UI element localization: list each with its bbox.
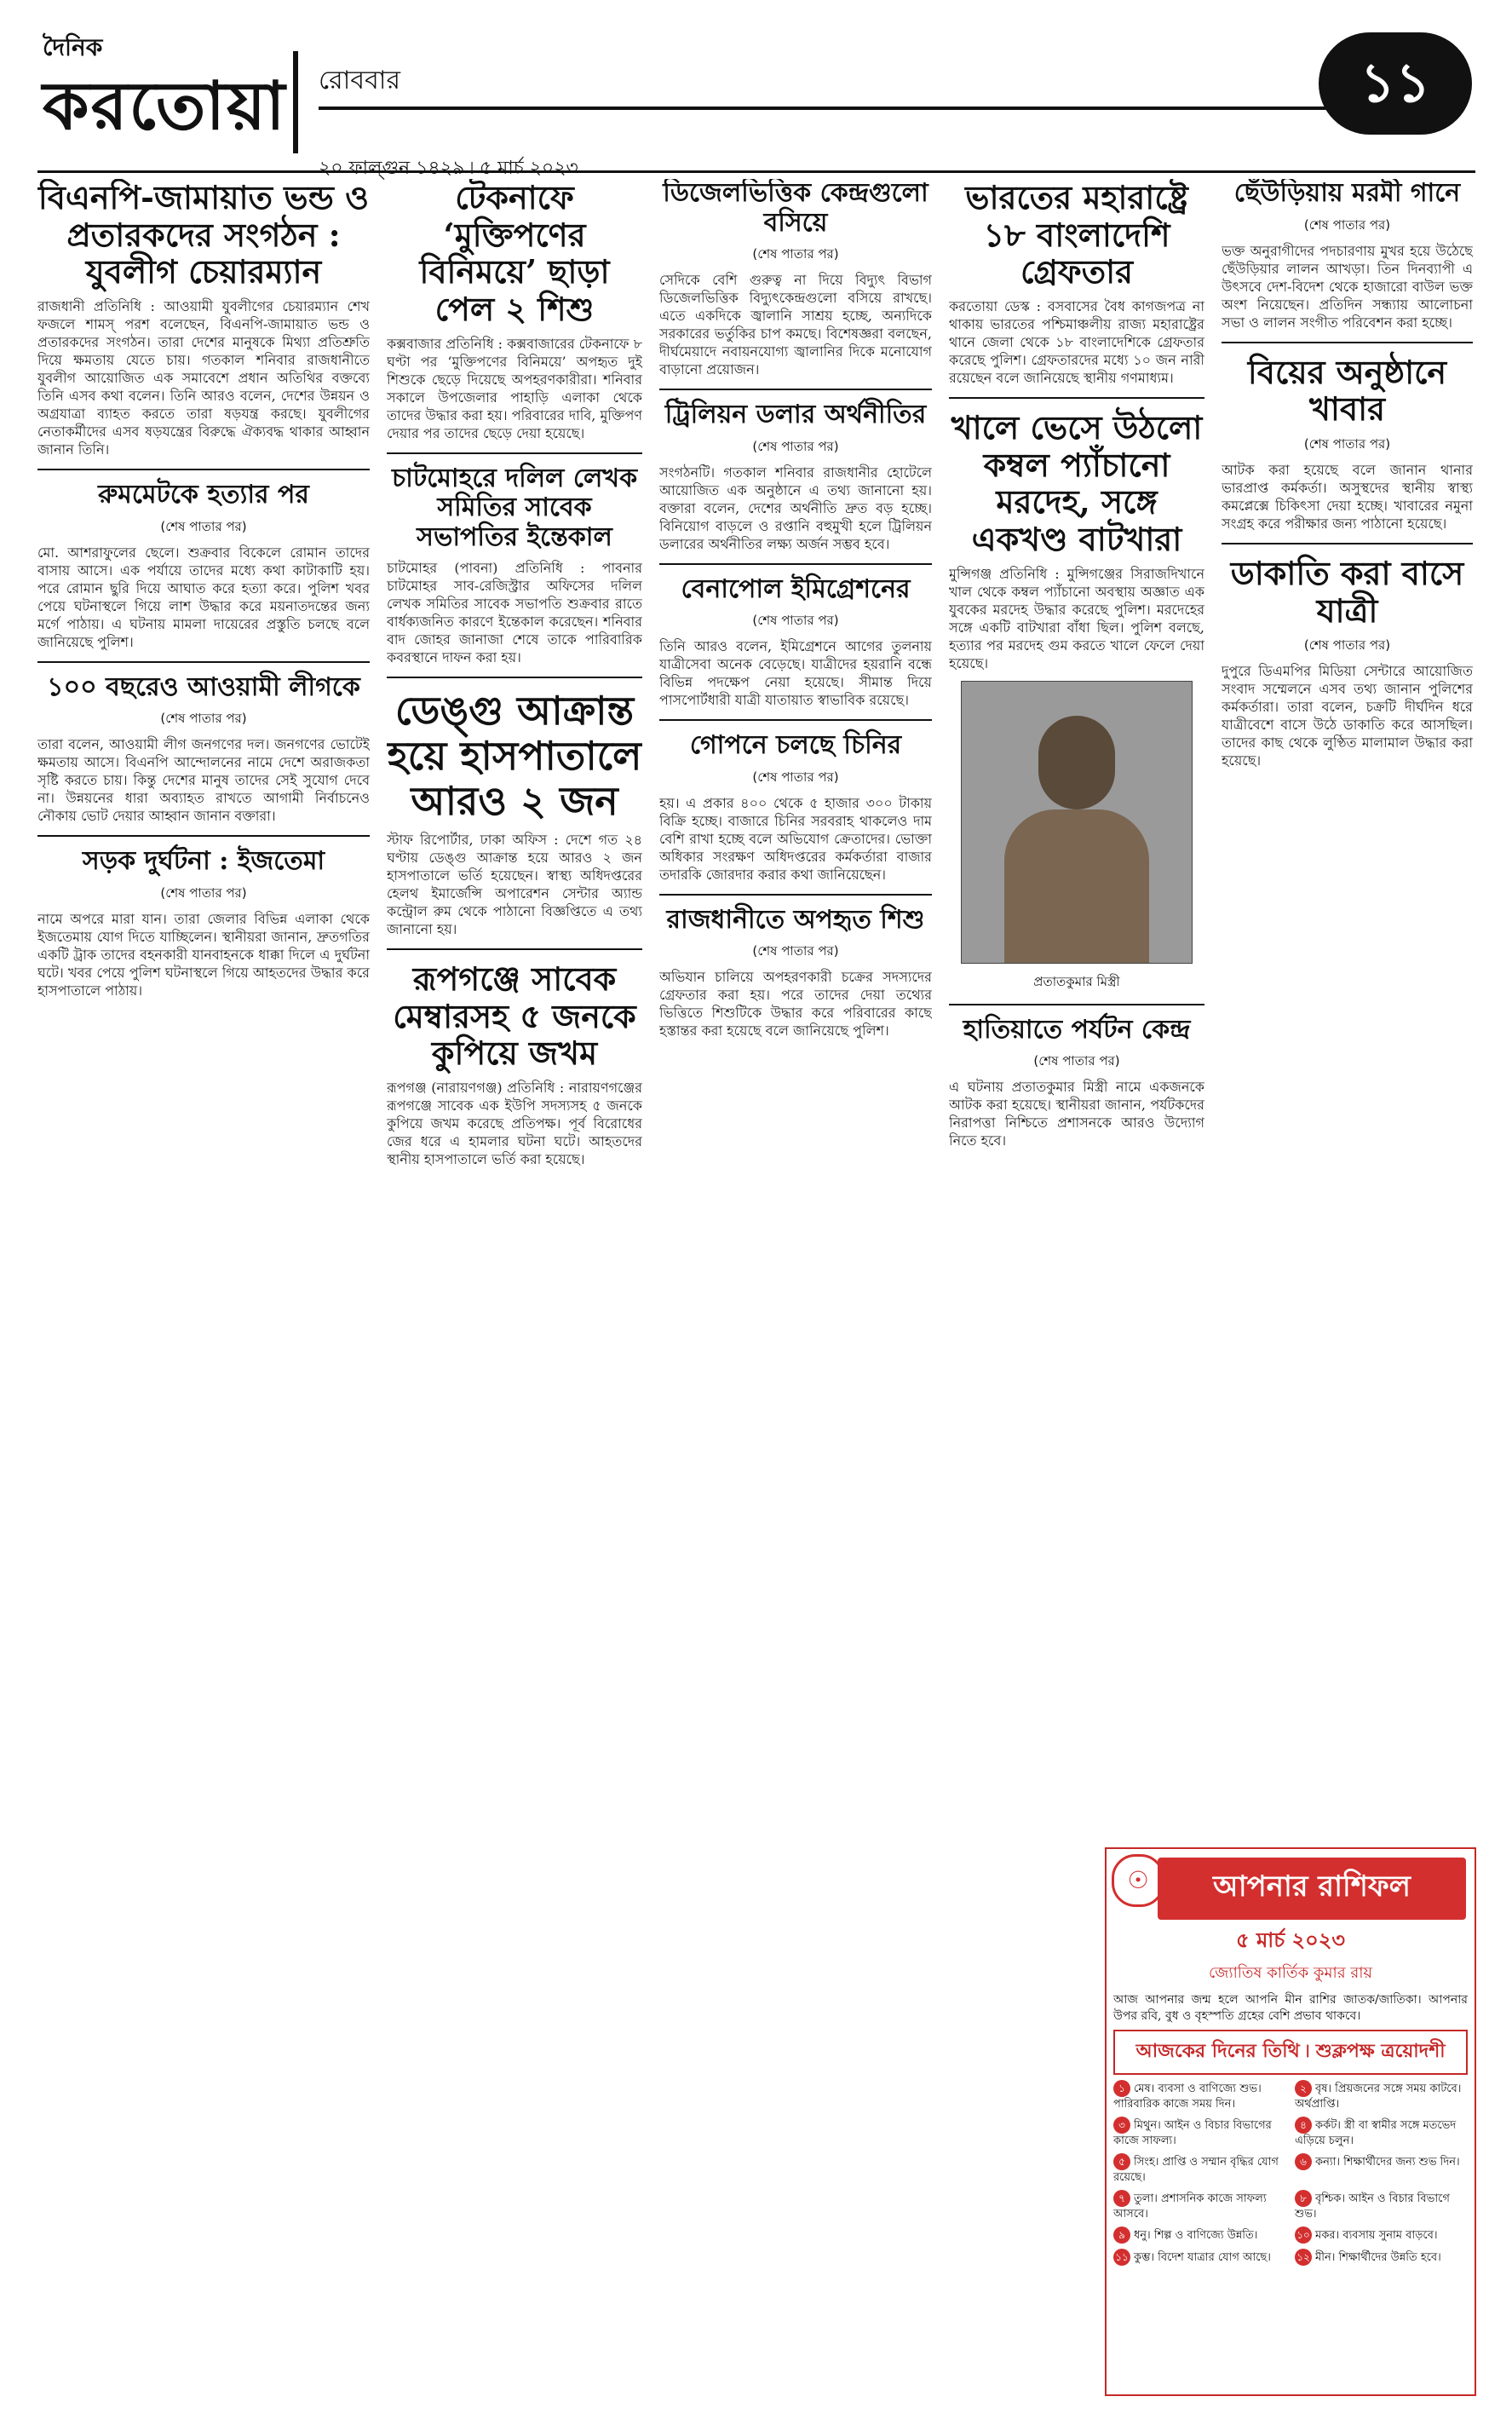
zodiac-wheel-icon: ☉ — [1112, 1854, 1164, 1907]
portrait-photo — [961, 681, 1193, 964]
headline: টেকনাফে ‘মুক্তিপণের বিনিময়ে’ ছাড়া পেল ২ শিশু — [419, 179, 610, 329]
article-text: দুপুরে ডিএমপির মিডিয়া সেন্টারে আয়োজিত সংবাদ সম্মেলনে এসব তথ্য জানান পুলিশের কর্মকর্তারা। তারা বলেন, চক্রটি দীর্ঘদিন ধরে যাত্রীবেশে বাসে উঠে ডাকাতি করে আসছিল। তাদের কাছ থেকে লুণ্ঠিত মালামাল উদ্ধার করা হয়েছে। — [1222, 663, 1473, 769]
horoscope-sign-text: কন্যা। শিক্ষার্থীদের জন্য শুভ দিন। — [1315, 2156, 1460, 2169]
article-text: নামে অপরে মারা যান। তারা জেলার বিভিন্ন এলাকা থেকে ইজতেমায় যোগ দিতে যাচ্ছিলেন। স্থানীয়রা জানান, দ্রুতগতির একটি ট্রাক তাদের বহনকারী যানবাহনকে ধাক্কা দিলে এ দুর্ঘটনা ঘটে। খবর পেয়ে পুলিশ ঘটনাস্থলে গিয়ে আহতদের উদ্ধার করে হাসপাতালে পাঠায়। — [37, 910, 370, 999]
zodiac-sign-icon: ৪ — [1295, 2117, 1312, 2134]
headline: ডেঙ্গু আক্রান্ত হয়ে হাসপাতালে আরও ২ জন — [387, 688, 642, 825]
zodiac-sign-icon: ১১ — [1113, 2249, 1130, 2266]
headline: বিএনপি-জামায়াত ভন্ড ও প্রতারকদের সংগঠন : যুবলীগ চেয়ারম্যান — [37, 179, 370, 291]
horoscope-sign — [1113, 2117, 1286, 2148]
horoscope-sign-text: মিথুন। আইন ও বিচার বিভাগের কাজে সাফল্য। — [1113, 2119, 1272, 2147]
headline: ডিজেলভিত্তিক কেন্দ্রগুলো বসিয়ে — [663, 179, 928, 238]
horoscope-signs — [1113, 2080, 1468, 2266]
divider — [1222, 543, 1473, 544]
continued-label: (শেষ পাতার পর) — [160, 884, 247, 901]
divider — [949, 397, 1204, 399]
horoscope-sign-text: মীন। শিক্ষার্থীদের উন্নতি হবে। — [1315, 2251, 1441, 2264]
day: রোববার — [319, 66, 400, 95]
zodiac-sign-icon: ৩ — [1113, 2117, 1130, 2134]
article-text: মো. আশরাফুলের ছেলে। শুক্রবার বিকেলে রোমান তাদের বাসায় আসে। এক পর্যায়ে তাদের মধ্যে কথা কাটাকাটি হয়। পরে রোমান ছুরি দিয়ে আঘাত করে হত্যা করে। পুলিশ খবর পেয়ে ঘটনাস্থলে গিয়ে লাশ উদ্ধার করে ময়নাতদন্তের জন্য মর্গে পাঠায়। এ ঘটনায় মামলা দায়েরের প্রস্তুতি চলছে বলে জানিয়েছে পুলিশ। — [37, 544, 370, 650]
article-text: সংগঠনটি। গতকাল শনিবার রাজধানীর হোটেলে আয়োজিত এক অনুষ্ঠানে এ তথ্য জানানো হয়। বক্তারা বলেন, দেশের অর্থনীতি দ্রুত বড় হচ্ছে। বিনিয়োগ বাড়লে ও রপ্তানি বহুমুখী হলে ট্রিলিয়ন ডলারের অর্থনীতির লক্ষ্য অর্জন সম্ভব হবে। — [659, 464, 932, 552]
headline: বেনাপোল ইমিগ্রেশনের — [681, 573, 911, 604]
photo-head — [1038, 716, 1115, 809]
horoscope-sign — [1295, 2226, 1468, 2244]
column-1 — [37, 179, 370, 2394]
article-text: এ ঘটনায় প্রতাতকুমার মিস্ত্রী নামে একজনকে আটক করা হয়েছে। স্থানীয়রা জানান, পর্যটকদের নিরাপত্তা নিশ্চিতে প্রশাসনকে আরও উদ্যোগ নিতে হবে। — [949, 1079, 1204, 1149]
article-text: তারা বলেন, আওয়ামী লীগ জনগণের দল। জনগণের ভোটেই ক্ষমতায় আসে। বিএনপি আন্দোলনের নামে দেশে অরাজকতা সৃষ্টি করতে চায়। কিন্তু দেশের মানুষ তাদের সেই সুযোগ দেবে না। উন্নয়নের ধারা অব্যাহত রাখতে আগামী নির্বাচনেও নৌকায় ভোট দেয়ার আহ্বান জানান বক্তারা। — [37, 736, 370, 825]
photo-caption: প্রতাতকুমার মিস্ত্রী — [1033, 973, 1120, 989]
article-text: আটক করা হয়েছে বলে জানান থানার ভারপ্রাপ্ত কর্মকর্তা। অসুস্থদের স্থানীয় স্বাস্থ্য কমপ্লেক্সে চিকিৎসা দেয়া হচ্ছে। খাবারের নমুনা সংগ্রহ করে পরীক্ষার জন্য পাঠানো হয়েছে। — [1222, 461, 1473, 532]
article-text: সেদিকে বেশি গুরুত্ব না দিয়ে বিদ্যুৎ বিভাগ ডিজেলভিত্তিক বিদ্যুৎকেন্দ্রগুলো বসিয়ে রাখছে। এতে একদিকে জ্বালানি সাশ্রয় হচ্ছে, অন্যদিকে সরকারের ভর্তুকির চাপ কমছে। বিশেষজ্ঞরা বলছেন, দীর্ঘমেয়াদে নবায়নযোগ্য জ্বালানির দিকে মনোযোগ বাড়ানো প্রয়োজন। — [659, 272, 932, 377]
continued-label: (শেষ পাতার পর) — [752, 438, 839, 454]
divider — [659, 719, 932, 721]
column-2 — [387, 179, 642, 2394]
divider — [37, 469, 370, 470]
headline: ১০০ বছরেও আওয়ামী লীগকে — [47, 671, 360, 702]
continued-label: (শেষ পাতার পর) — [160, 711, 247, 727]
horoscope-sign — [1113, 2226, 1286, 2244]
horoscope-sign-text: কুম্ভ। বিদেশ যাত্রার যোগ আছে। — [1134, 2251, 1271, 2264]
zodiac-sign-icon: ১২ — [1295, 2249, 1312, 2266]
divider — [659, 563, 932, 565]
horoscope-sign — [1113, 2249, 1286, 2266]
column-5 — [1222, 179, 1473, 1832]
article-text: মুন্সিগঞ্জ প্রতিনিধি : মুন্সিগঞ্জের সিরাজদিখানে খাল থেকে কম্বল প্যাঁচানো অবস্থায় অজ্ঞাত এক যুবকের মরদেহ উদ্ধার করেছে পুলিশ। মরদেহের সঙ্গে একটি বাটখারা বাঁধা ছিল। পুলিশ বলছে, হত্যার পর মরদেহ গুম করতে খালে ফেলে দেয়া হয়েছে। — [949, 565, 1204, 671]
continued-label: (শেষ পাতার পর) — [752, 613, 839, 628]
column-3 — [659, 179, 932, 2394]
horoscope-sign — [1295, 2117, 1468, 2148]
article-text: তিনি আরও বলেন, ইমিগ্রেশনে আগের তুলনায় যাত্রীসেবা অনেক বেড়েছে। যাত্রীদের হয়রানি বন্ধে বিভিন্ন পদক্ষেপ নেয়া হয়েছে। সীমান্ত দিয়ে পাসপোর্টধারী যাত্রী যাতায়াত স্বাভাবিক রয়েছে। — [659, 638, 932, 708]
headline: ট্রিলিয়ন ডলার অর্থনীতির — [664, 400, 927, 429]
zodiac-sign-icon: ২ — [1295, 2080, 1312, 2097]
horoscope-sign — [1113, 2190, 1286, 2221]
horoscope-sign — [1113, 2153, 1286, 2185]
brand-divider — [293, 51, 298, 153]
horoscope-sign-text: সিংহ। প্রাপ্তি ও সম্মান বৃদ্ধির যোগ রয়েছে। — [1113, 2156, 1279, 2184]
headline: খালে ভেসে উঠলো কম্বল প্যাঁচানো মরদেহ, সঙ্গে একখণ্ড বাটখারা — [951, 408, 1203, 559]
divider — [1222, 342, 1473, 343]
article-text: হয়। এ প্রকার ৪০০ থেকে ৫ হাজার ৩০০ টাকায় বিক্রি হচ্ছে। বাজারে চিনির সরবরাহ থাকলেও দাম বেশি রাখা হচ্ছে বলে অভিযোগ ক্রেতাদের। ভোক্তা অধিকার সংরক্ষণ অধিদপ্তরের কর্মকর্তারা বাজার তদারকি জোরদার করার কথা জানিয়েছেন। — [659, 794, 932, 883]
continued-label: (শেষ পাতার পর) — [1303, 435, 1391, 452]
brand-logo: করতোয়া — [43, 68, 287, 145]
horoscope-box — [1105, 1847, 1476, 2396]
horoscope-sign — [1295, 2153, 1468, 2185]
headline: গোপনে চলছে চিনির — [689, 730, 902, 760]
continued-label: (শেষ পাতার পর) — [752, 943, 839, 959]
article-text: ভক্ত অনুরাগীদের পদচারণায় মুখর হয়ে উঠেছে ছেঁউড়িয়ার লালন আখড়া। তিন দিনব্যাপী এ উৎসবে দেশ-বিদেশ থেকে হাজারো বাউল ভক্ত অংশ নিয়েছেন। প্রতিদিন সন্ধ্যায় আলোচনা সভা ও লালন সংগীত পরিবেশন করা হচ্ছে। — [1222, 242, 1473, 331]
horoscope-today: আজকের দিনের তিথি ৷ শুক্লপক্ষ ত্রয়োদশী — [1113, 2030, 1468, 2075]
brand-small: দৈনিক — [43, 33, 103, 61]
masthead — [37, 26, 1475, 179]
divider — [949, 1004, 1204, 1005]
zodiac-sign-icon: ১০ — [1295, 2226, 1312, 2244]
horoscope-sign-text: কর্কট। স্ত্রী বা স্বামীর সঙ্গে মতভেদ এড়িয়ে চলুন। — [1295, 2119, 1457, 2147]
horoscope-sign-text: তুলা। প্রশাসনিক কাজে সাফল্য আসবে। — [1113, 2192, 1267, 2221]
continued-label: (শেষ পাতার পর) — [752, 769, 839, 785]
horoscope-sign-text: মেষ। ব্যবসা ও বাণিজ্যে শুভ। পারিবারিক কাজে সময় দিন। — [1113, 2082, 1262, 2111]
divider — [37, 661, 370, 663]
divider — [387, 452, 642, 454]
horoscope-sign — [1113, 2080, 1286, 2111]
horoscope-sign — [1295, 2190, 1468, 2221]
divider — [659, 389, 932, 390]
continued-label: (শেষ পাতার পর) — [1303, 216, 1391, 233]
divider — [387, 948, 642, 950]
headline: ছেঁউড়িয়ায় মরমী গানে — [1233, 179, 1461, 208]
horoscope-sign-text: বৃশ্চিক। আইন ও বিচার বিভাগে শুভ। — [1295, 2192, 1450, 2221]
article-text: চাটমোহর (পাবনা) প্রতিনিধি : পাবনার চাটমোহর সাব-রেজিস্ট্রার অফিসের দলিল লেখক সমিতির সাবেক সভাপতি শুক্রবার রাতে বার্ধক্যজনিত কারণে ইন্তেকাল করেছেন। শনিবার বাদ জোহর জানাজা শেষে তাকে পারিবারিক কবরস্থানে দাফন করা হয়। — [387, 560, 642, 666]
headline: ডাকাতি করা বাসে যাত্রী — [1230, 553, 1464, 630]
zodiac-sign-icon: ৯ — [1113, 2226, 1130, 2244]
horoscope-sign — [1295, 2249, 1468, 2266]
horoscope-date: ৫ মার্চ ২০২৩ — [1236, 1928, 1345, 1952]
headline: রাজধানীতে অপহৃত শিশু — [666, 904, 925, 935]
headline: সড়ক দুর্ঘটনা : ইজতেমা — [82, 846, 325, 877]
headline: রূপগঞ্জে সাবেক মেম্বারসহ ৫ জনকে কুপিয়ে জখম — [393, 959, 636, 1073]
headline: বিয়ের অনুষ্ঠানে খাবার — [1247, 352, 1447, 429]
photo-body — [1004, 809, 1149, 963]
date: ২০ ফাল্গুন ১৪২৯ ৷ ৫ মার্চ ২০২৩ — [319, 158, 578, 179]
headline: চাটমোহরে দলিল লেখক সমিতির সাবেক সভাপতির ইন্তেকাল — [391, 463, 638, 552]
horoscope-sign — [1295, 2080, 1468, 2111]
divider — [659, 894, 932, 896]
horoscope-sign-text: ধনু। শিল্প ও বাণিজ্যে উন্নতি। — [1134, 2229, 1258, 2242]
horoscope-author: জ্যোতিষ কার্তিক কুমার রায় — [1208, 1964, 1373, 1982]
headline: ভারতের মহারাষ্ট্রে ১৮ বাংলাদেশি গ্রেফতার — [965, 179, 1188, 291]
article-text: রাজধানী প্রতিনিধি : আওয়ামী যুবলীগের চেয়ারম্যান শেখ ফজলে শামস্ পরশ বলেছেন, বিএনপি-জামায়াত ভন্ড ও প্রতারকদের সংগঠন। তারা দেশের মানুষকে মিথ্যা প্রতিশ্রুতি দিয়ে ক্ষমতায় যেতে চায়। গতকাল শনিবার রাজধানীতে যুবলীগ আয়োজিত এক সমাবেশে প্রধান অতিথির বক্তব্যে তিনি এসব কথা বলেন। তিনি আরও বলেন, দেশের উন্নয়ন ও অগ্রযাত্রা ব্যাহত করতে তারা ষড়যন্ত্র করছে। যুবলীগের নেতাকর্মীদের এসব ষড়যন্ত্রের বিরুদ্ধে ঐক্যবদ্ধ থাকার আহ্বান জানান তিনি। — [37, 298, 370, 458]
article-text: স্টাফ রিপোর্টার, ঢাকা অফিস : দেশে গত ২৪ ঘণ্টায় ডেঙ্গু আক্রান্ত হয়ে আরও ২ জন হাসপাতালে ভর্তি হয়েছেন। স্বাস্থ্য অধিদপ্তরের হেলথ ইমার্জেন্সি অপারেশন সেন্টার অ্যান্ড কন্ট্রোল রুম থেকে পাঠানো বিজ্ঞপ্তিতে এ তথ্য জানানো হয়। — [387, 831, 642, 937]
zodiac-sign-icon: ৭ — [1113, 2190, 1130, 2207]
zodiac-sign-icon: ১ — [1113, 2080, 1130, 2097]
continued-label: (শেষ পাতার পর) — [160, 518, 247, 534]
article-text: করতোয়া ডেস্ক : বসবাসের বৈধ কাগজপত্র না থাকায় ভারতের পশ্চিমাঞ্চলীয় রাজ্য মহারাষ্ট্রের থানে জেলা থেকে ১৮ বাংলাদেশিকে গ্রেফতার করেছে পুলিশ। গ্রেফতারদের মধ্যে ১০ জন নারী রয়েছেন বলে জানিয়েছে স্থানীয় গণমাধ্যম। — [949, 298, 1204, 387]
continued-label: (শেষ পাতার পর) — [752, 246, 839, 262]
headline: হাতিয়াতে পর্যটন কেন্দ্র — [963, 1014, 1191, 1045]
horoscope-title: আপনার রাশিফল — [1158, 1858, 1466, 1920]
divider — [37, 835, 370, 837]
zodiac-sign-icon: ৮ — [1295, 2190, 1312, 2207]
horoscope-sign-text: বৃষ। প্রিয়জনের সঙ্গে সময় কাটবে। অর্থপ্রাপ্তি। — [1295, 2082, 1462, 2111]
masthead-rule — [319, 107, 1392, 110]
continued-label: (শেষ পাতার পর) — [1303, 637, 1391, 654]
article-text: রূপগঞ্জ (নারায়ণগঞ্জ) প্রতিনিধি : নারায়ণগঞ্জের রূপগঞ্জে সাবেক এক ইউপি সদস্যসহ ৫ জনকে কুপিয়ে জখম করেছে প্রতিপক্ষ। পূর্ব বিরোধের জের ধরে এ হামলার ঘটনা ঘটে। আহতদের স্থানীয় হাসপাতালে ভর্তি করা হয়েছে। — [387, 1079, 642, 1167]
zodiac-sign-icon: ৬ — [1295, 2153, 1312, 2170]
page-number: ১১ — [1319, 32, 1472, 135]
horoscope-intro: আজ আপনার জন্ম হলে আপনি মীন রাশির জাতক/জাতিকা। আপনার উপর রবি, বুধ ও বৃহস্পতি গ্রহের বেশি প্রভাব থাকবে। — [1113, 1993, 1468, 2023]
article-text: অভিযান চালিয়ে অপহরণকারী চক্রের সদস্যদের গ্রেফতার করা হয়। পরে তাদের দেয়া তথ্যের ভিত্তিতে শিশুটিকে উদ্ধার করে পরিবারের কাছে হস্তান্তর করা হয়েছে বলে জানিয়েছে পুলিশ। — [659, 969, 932, 1039]
horoscope-sign-text: মকর। ব্যবসায় সুনাম বাড়বে। — [1315, 2229, 1438, 2242]
zodiac-sign-icon: ৫ — [1113, 2153, 1130, 2170]
article-text: কক্সবাজার প্রতিনিধি : কক্সবাজারের টেকনাফে ৮ ঘণ্টা পর ‘মুক্তিপণের বিনিময়ে’ অপহৃত দুই শিশুকে ছেড়ে দিয়েছে অপহরণকারীরা। শনিবার সকালে উপজেলার পাহাড়ি এলাকা থেকে তাদের উদ্ধার করা হয়। পরিবারের দাবি, মুক্তিপণ দেয়ার পর তাদের ছেড়ে দেয়া হয়েছে। — [387, 335, 642, 441]
continued-label: (শেষ পাতার পর) — [1033, 1053, 1120, 1069]
divider — [387, 677, 642, 678]
headline: রুমমেটকে হত্যার পর — [98, 480, 309, 510]
